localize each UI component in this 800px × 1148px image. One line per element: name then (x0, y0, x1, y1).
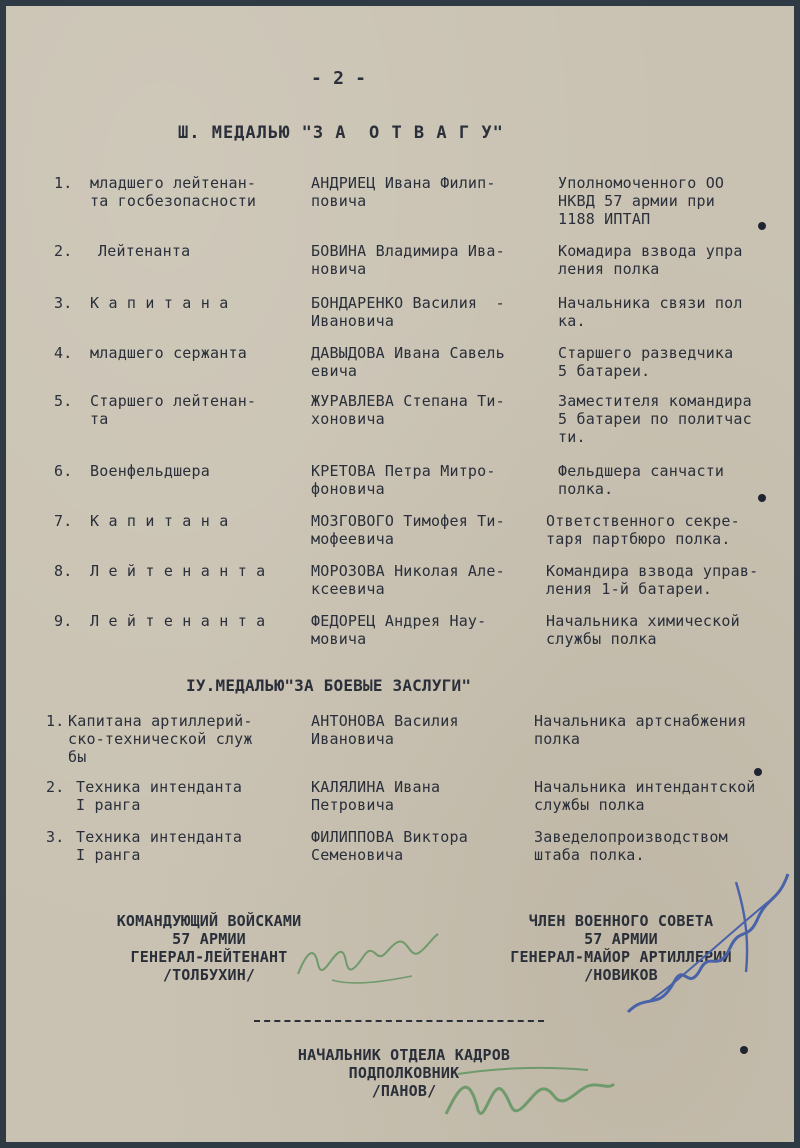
signature-block-personnel-chief: НАЧАЛЬНИК ОТДЕЛА КАДРОВ ПОДПОЛКОВНИК /ПАНОВ/ (297, 1046, 511, 1100)
handwritten-signature-blue (618, 862, 798, 1032)
row-rank: Старшего лейтенан- та (90, 392, 257, 428)
row-position: Начальника артснабжения полка (534, 712, 747, 748)
row-position: Уполномоченного ОО НКВД 57 армии при 1188 ИПТАП (558, 174, 725, 228)
row-number: 4. (54, 344, 73, 362)
row-number: 8. (54, 562, 73, 580)
row-number: 9. (54, 612, 73, 630)
row-name: ФЕДОРЕЦ Андрея Нау- мовича (311, 612, 487, 648)
row-name: ЖУРАВЛЕВА Степана Ти- хоновича (311, 392, 505, 428)
row-number: 3. (46, 828, 65, 846)
row-number: 3. (54, 294, 73, 312)
signature-block-council-member: ЧЛЕН ВОЕННОГО СОВЕТА 57 АРМИИ ГЕНЕРАЛ-МАЙОР АРТИЛЛЕРИИ /НОВИКОВ (510, 912, 732, 984)
row-name: АНТОНОВА Василия Ивановича (311, 712, 459, 748)
row-position: Комадира взвода упра ления полка (558, 242, 743, 278)
row-name: КАЛЯЛИНА Ивана Петровича (311, 778, 441, 814)
row-name: АНДРИЕЦ Ивана Филип- повича (311, 174, 496, 210)
page-number: - 2 - (311, 68, 367, 89)
row-rank: младшего лейтенан- та госбезопасности (90, 174, 257, 210)
handwritten-signature-green (292, 924, 442, 994)
row-rank: Военфельдшера (90, 462, 210, 480)
row-number: 2. (54, 242, 73, 260)
row-rank: Техника интенданта I ранга (76, 778, 243, 814)
row-name: КРЕТОВА Петра Митро- фоновича (311, 462, 496, 498)
handwritten-signature-green-bottom (438, 1050, 618, 1130)
row-name: МОЗГОВОГО Тимофея Ти- мофеевича (311, 512, 505, 548)
row-name: ФИЛИППОВА Виктора Семеновича (311, 828, 468, 864)
row-position: Командира взвода управ- ления 1-й батареи. (546, 562, 759, 598)
row-number: 1. (46, 712, 65, 730)
row-name: БОНДАРЕНКО Василия - Ивановича (311, 294, 505, 330)
ink-blot (758, 494, 766, 502)
row-rank: Л е й т е н а н т а (90, 562, 266, 580)
ink-blot (758, 222, 766, 230)
row-rank: Л е й т е н а н т а (90, 612, 266, 630)
row-position: Начальника интендантской службы полка (534, 778, 756, 814)
section-title-combat-merit-medal: IУ.МЕДАЛЬЮ"ЗА БОЕВЫЕ ЗАСЛУГИ" (186, 676, 472, 695)
ink-blot (740, 1046, 748, 1054)
row-number: 1. (54, 174, 73, 192)
ink-blot (754, 768, 762, 776)
row-rank: младшего сержанта (90, 344, 247, 362)
separator-line (254, 1020, 544, 1022)
row-rank: К а п и т а н а (90, 294, 229, 312)
row-position: Заместителя командира 5 батареи по политчас ти. (558, 392, 752, 446)
row-rank: Капитана артиллерий- ско-технической служ бы (68, 712, 253, 766)
row-position: Начальника химической службы полка (546, 612, 740, 648)
row-position: Фельдшера санчасти полка. (558, 462, 725, 498)
row-rank: Техника интенданта I ранга (76, 828, 243, 864)
row-name: МОРОЗОВА Николая Але- ксеевича (311, 562, 505, 598)
row-number: 5. (54, 392, 73, 410)
row-position: Ответственного секре- таря партбюро полка. (546, 512, 740, 548)
row-position: Старшего разведчика 5 батареи. (558, 344, 734, 380)
row-name: БОВИНА Владимира Ива- новича (311, 242, 505, 278)
signature-block-commander: КОМАНДУЮЩИЙ ВОЙСКАМИ 57 АРМИИ ГЕНЕРАЛ-ЛЕЙТЕНАНТ /ТОЛБУХИН/ (116, 912, 302, 984)
row-number: 2. (46, 778, 65, 796)
row-position: Начальника связи пол ка. (558, 294, 743, 330)
section-title-courage-medal: Ш. МЕДАЛЬЮ "З А О Т В А Г У" (178, 123, 504, 143)
row-number: 7. (54, 512, 73, 530)
row-number: 6. (54, 462, 73, 480)
row-name: ДАВЫДОВА Ивана Савель евича (311, 344, 505, 380)
row-position: Заведелопроизводством штаба полка. (534, 828, 728, 864)
row-rank: К а п и т а н а (90, 512, 229, 530)
row-rank: Лейтенанта (98, 242, 191, 260)
